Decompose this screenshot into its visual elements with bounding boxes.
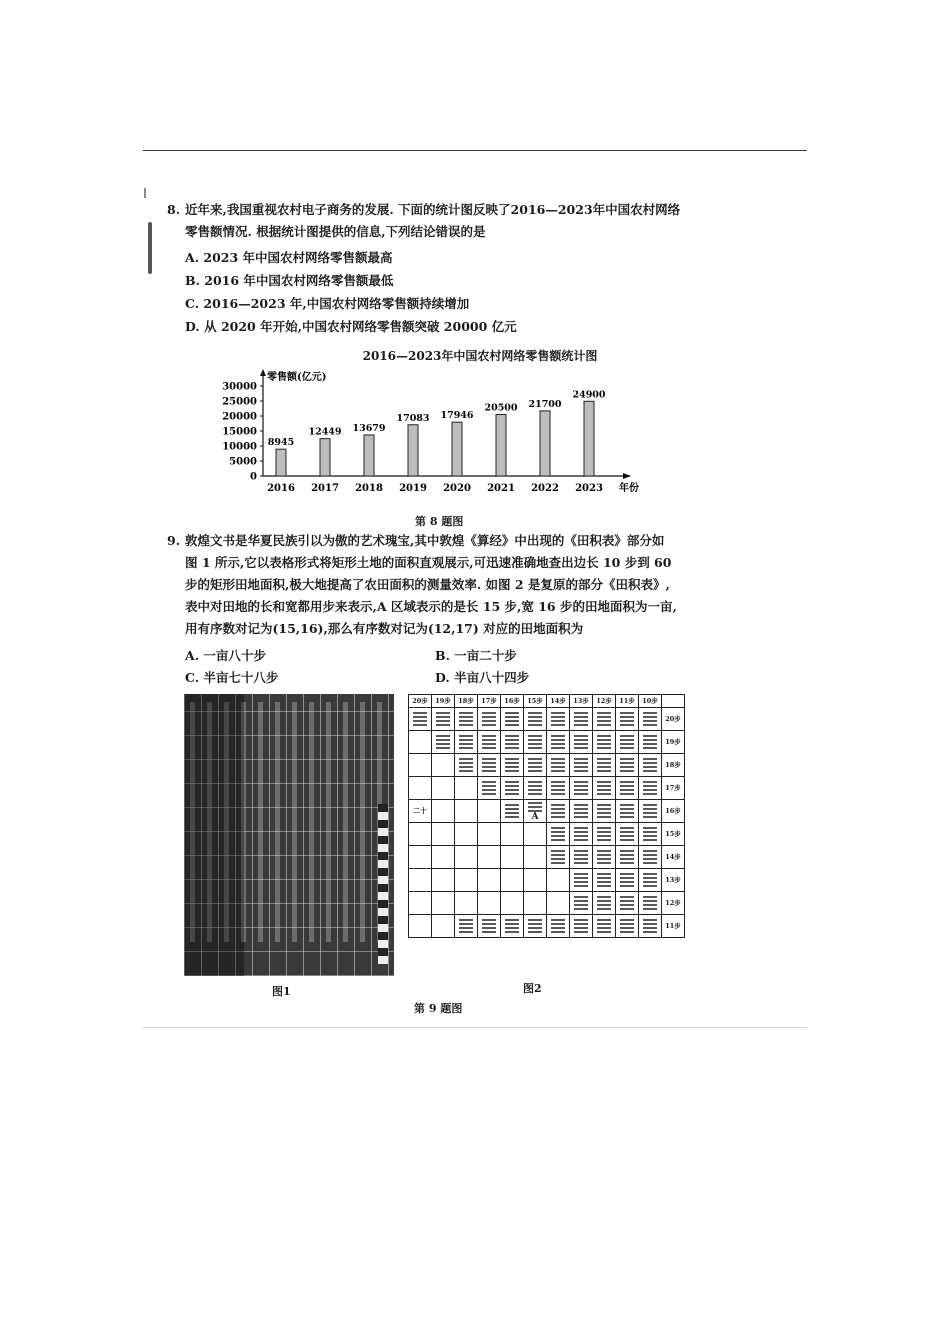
- cell-area-glyph: [597, 917, 611, 933]
- table-cell: [547, 754, 570, 777]
- cell-area-glyph: [482, 917, 496, 933]
- bar: [408, 425, 418, 476]
- question-number: 9.: [167, 533, 181, 548]
- data-label: 13679: [352, 422, 386, 434]
- bar: [452, 422, 462, 476]
- table-cell: [547, 823, 570, 846]
- table-cell: [616, 777, 639, 800]
- table-cell: [547, 869, 570, 892]
- cell-area-glyph: [643, 779, 657, 795]
- x-tick-label: 2019: [399, 483, 427, 494]
- cell-area-glyph: [643, 917, 657, 933]
- table-cell: [639, 800, 662, 823]
- cell-area-glyph: [551, 779, 565, 795]
- table-cell: [501, 708, 524, 731]
- question-8-stem: [167, 199, 727, 243]
- y-tick-label: 25000: [222, 396, 257, 408]
- cell-area-glyph: [459, 917, 473, 933]
- cell-area-glyph: [574, 779, 588, 795]
- cell-area-glyph: [643, 825, 657, 841]
- table-cell: [570, 777, 593, 800]
- table-cell: [409, 869, 432, 892]
- question-text: 用有序数对记为(15,16),那么有序数对记为(12,17) 对应的田地面积为: [185, 621, 584, 636]
- table-cell: [616, 846, 639, 869]
- cell-area-glyph: [597, 733, 611, 749]
- figure-9-caption: 第 9 题图: [414, 1002, 463, 1015]
- cell-area-glyph: [643, 871, 657, 887]
- cell-area-glyph: [574, 871, 588, 887]
- table-cell: [501, 800, 524, 823]
- table-cell: [524, 846, 547, 869]
- cell-area-glyph: [574, 710, 588, 726]
- table-cell: [570, 708, 593, 731]
- cell-area-glyph: [574, 825, 588, 841]
- cell-area-glyph: [482, 756, 496, 772]
- table-cell: [593, 915, 616, 938]
- row-header: 13步: [662, 869, 685, 892]
- table-cell: [478, 731, 501, 754]
- table-cell: [570, 892, 593, 915]
- option-b: B. 2016 年中国农村网络零售额最低: [185, 273, 394, 288]
- column-header: 19步: [432, 695, 455, 708]
- table-cell: [547, 915, 570, 938]
- table-cell: [616, 869, 639, 892]
- table-cell: [547, 800, 570, 823]
- cell-a-label: A: [531, 811, 539, 822]
- table-cell: [432, 708, 455, 731]
- x-tick-label: 2023: [575, 483, 603, 494]
- cell-area-glyph: [505, 756, 519, 772]
- table-cell: [616, 708, 639, 731]
- cell-area-glyph: [643, 894, 657, 910]
- cell-area-glyph: [620, 917, 634, 933]
- cell-area-glyph: [482, 733, 496, 749]
- table-cell: [409, 915, 432, 938]
- cell-area-glyph: [505, 802, 519, 818]
- question-9-stem: [167, 530, 727, 640]
- table-cell: [570, 869, 593, 892]
- cell-area-glyph: [574, 894, 588, 910]
- cell-area-glyph: [505, 779, 519, 795]
- column-header: 17步: [478, 695, 501, 708]
- x-axis-label: 年份: [619, 483, 639, 494]
- x-tick-label: 2016: [267, 483, 295, 494]
- column-header: 20步: [409, 695, 432, 708]
- cell-area-glyph: [436, 733, 450, 749]
- data-label: 12449: [308, 426, 342, 438]
- table-cell: [455, 800, 478, 823]
- row-header: 17步: [662, 777, 685, 800]
- table-cell: [432, 754, 455, 777]
- cell-area-glyph: [551, 917, 565, 933]
- table-cell: [593, 708, 616, 731]
- table-cell: [501, 915, 524, 938]
- row-header: 15步: [662, 823, 685, 846]
- table-cell: [409, 731, 432, 754]
- table-cell: [524, 708, 547, 731]
- table-cell: [455, 777, 478, 800]
- cell-area-glyph: [597, 825, 611, 841]
- y-tick-label: 5000: [229, 456, 257, 468]
- corner-cell: [662, 695, 685, 708]
- cell-area-glyph: [459, 756, 473, 772]
- question-text: 图 1 所示,它以表格形式将矩形土地的面积直观展示,可迅速准确地查出边长 10 步到 60: [185, 555, 672, 570]
- y-tick-label: 10000: [222, 441, 257, 453]
- table-cell: [409, 754, 432, 777]
- column-header: 11步: [616, 695, 639, 708]
- question-text: 近年来,我国重视农村电子商务的发展. 下面的统计图反映了2016—2023年中国农村网络: [185, 202, 681, 217]
- cell-area-glyph: [551, 733, 565, 749]
- table-cell: [524, 754, 547, 777]
- data-label: 24900: [572, 389, 606, 401]
- table-cell: [639, 869, 662, 892]
- cell-area-glyph: [528, 710, 542, 726]
- table-cell: [639, 915, 662, 938]
- table-cell: [478, 708, 501, 731]
- cell-area-glyph: [551, 802, 565, 818]
- column-header: 10步: [639, 695, 662, 708]
- row-header: 16步: [662, 800, 685, 823]
- table-cell: [501, 846, 524, 869]
- table-cell: [547, 777, 570, 800]
- y-tick-label: 20000: [222, 411, 257, 423]
- x-tick-label: 2021: [487, 483, 515, 494]
- table-cell: [570, 846, 593, 869]
- cell-area-glyph: [597, 779, 611, 795]
- bottom-rule: [143, 1027, 807, 1028]
- figure-1-caption: 图1: [272, 985, 291, 998]
- x-tick-label: 2018: [355, 483, 383, 494]
- cell-area-glyph: [528, 917, 542, 933]
- cell-area-glyph: [574, 848, 588, 864]
- chart-title: 2016—2023年中国农村网络零售额统计图: [362, 349, 598, 363]
- table-cell: [478, 823, 501, 846]
- table-cell: [409, 708, 432, 731]
- table-cell: [593, 846, 616, 869]
- data-label: 17946: [440, 410, 474, 422]
- row-header: 18步: [662, 754, 685, 777]
- row-header: 19步: [662, 731, 685, 754]
- bar: [540, 411, 550, 476]
- top-rule: [143, 150, 807, 151]
- data-label: 21700: [528, 398, 562, 410]
- cell-area-glyph: [459, 733, 473, 749]
- table-cell: [409, 800, 432, 823]
- cell-area-glyph: [643, 848, 657, 864]
- bar: [276, 449, 286, 476]
- cell-area-glyph: [551, 848, 565, 864]
- table-cell: [432, 915, 455, 938]
- table-cell: [570, 731, 593, 754]
- column-header: 15步: [524, 695, 547, 708]
- table-cell: [409, 777, 432, 800]
- cell-area-glyph: [551, 825, 565, 841]
- table-cell: [524, 915, 547, 938]
- question-text: 敦煌文书是华夏民族引以为傲的艺术瑰宝,其中敦煌《算经》中出现的《田积表》部分如: [185, 533, 665, 548]
- table-cell: [501, 731, 524, 754]
- row-header: 11步: [662, 915, 685, 938]
- cell-area-glyph: [643, 756, 657, 772]
- cell-area-glyph: [528, 756, 542, 772]
- table-cell: [455, 892, 478, 915]
- cell-area-glyph: [528, 779, 542, 795]
- scan-artifact: [144, 188, 146, 198]
- y-tick-label: 30000: [222, 381, 257, 393]
- table-cell: [639, 846, 662, 869]
- table-cell: [524, 892, 547, 915]
- cell-area-glyph: [574, 733, 588, 749]
- table-cell-a: [524, 800, 547, 823]
- table-cell: [593, 869, 616, 892]
- row-header: 20步: [662, 708, 685, 731]
- cell-area-glyph: [620, 779, 634, 795]
- cell-area-glyph: [551, 756, 565, 772]
- table-cell: [593, 823, 616, 846]
- table-cell: [639, 823, 662, 846]
- table-cell: [409, 892, 432, 915]
- figure-8-caption: 第 8 题图: [415, 515, 464, 528]
- table-cell: [432, 777, 455, 800]
- table-cell: [455, 823, 478, 846]
- table-cell: [570, 800, 593, 823]
- table-cell: [616, 892, 639, 915]
- data-label: 8945: [267, 437, 295, 449]
- option-d: D. 半亩八十四步: [435, 670, 530, 685]
- table-cell: [432, 846, 455, 869]
- table-cell: [455, 915, 478, 938]
- option-c: C. 2016—2023 年,中国农村网络零售额持续增加: [185, 296, 470, 311]
- cell-area-glyph: [505, 733, 519, 749]
- x-axis-arrow: [623, 473, 631, 479]
- table-cell: [455, 846, 478, 869]
- table-cell: [501, 823, 524, 846]
- table-cell: [616, 823, 639, 846]
- table-cell: [639, 777, 662, 800]
- question-text: 步的矩形田地面积,极大地提高了农田面积的测量效率. 如图 2 是复原的部分《田积表》,: [185, 577, 670, 592]
- cell-area-glyph: [643, 802, 657, 818]
- table-cell: [593, 731, 616, 754]
- scan-artifact: [148, 222, 152, 274]
- table-cell: [455, 731, 478, 754]
- figure-2-area-table: [408, 694, 685, 938]
- table-cell: [478, 754, 501, 777]
- table-cell: [570, 754, 593, 777]
- cell-area-glyph: [459, 710, 473, 726]
- table-cell: [547, 892, 570, 915]
- table-cell: [409, 823, 432, 846]
- cell-area-glyph: [597, 894, 611, 910]
- cell-area-glyph: [597, 871, 611, 887]
- question-text: 零售额情况. 根据统计图提供的信息,下列结论错误的是: [185, 224, 486, 239]
- table-cell: [524, 777, 547, 800]
- table-cell: [524, 869, 547, 892]
- table-cell: [432, 800, 455, 823]
- x-tick-label: 2022: [531, 483, 559, 494]
- row-header: 14步: [662, 846, 685, 869]
- table-cell: [478, 846, 501, 869]
- cell-area-glyph: [643, 733, 657, 749]
- table-cell: [478, 777, 501, 800]
- cell-area-glyph: [551, 710, 565, 726]
- table-cell: [570, 823, 593, 846]
- y-axis-arrow: [260, 369, 266, 376]
- figure-2-caption: 图2: [523, 982, 542, 995]
- cell-area-glyph: [597, 756, 611, 772]
- cell-area-glyph: [620, 825, 634, 841]
- cell-area-glyph: [597, 710, 611, 726]
- cell-area-glyph: [620, 710, 634, 726]
- table-cell: [616, 731, 639, 754]
- row-header: 12步: [662, 892, 685, 915]
- table-cell: [593, 754, 616, 777]
- cell-area-glyph: [528, 733, 542, 749]
- cell-area-glyph: [413, 710, 427, 726]
- x-tick-label: 2020: [443, 483, 471, 494]
- table-cell: [432, 869, 455, 892]
- bar-chart: [215, 362, 655, 497]
- table-cell: [639, 708, 662, 731]
- cell-area-glyph: [597, 802, 611, 818]
- cell-area-glyph: [574, 802, 588, 818]
- table-cell: [593, 800, 616, 823]
- x-tick-label: 2017: [311, 483, 339, 494]
- option-d: D. 从 2020 年开始,中国农村网络零售额突破 20000 亿元: [185, 319, 517, 334]
- cell-area-glyph: [620, 848, 634, 864]
- bar: [584, 401, 594, 476]
- table-cell: [547, 708, 570, 731]
- table-cell: [432, 731, 455, 754]
- option-c: C. 半亩七十八步: [185, 670, 279, 685]
- table-cell: [478, 869, 501, 892]
- y-axis-label: 零售额(亿元): [267, 372, 327, 383]
- table-cell: [455, 869, 478, 892]
- cell-area-glyph: [574, 917, 588, 933]
- table-cell: [639, 754, 662, 777]
- table-cell: [616, 754, 639, 777]
- column-header: 18步: [455, 695, 478, 708]
- cell-area-glyph: [620, 733, 634, 749]
- bar: [320, 439, 330, 476]
- table-cell: [455, 754, 478, 777]
- option-b: B. 一亩二十步: [435, 648, 517, 663]
- left-mark: 二十: [413, 806, 427, 815]
- table-cell: [478, 915, 501, 938]
- scale-ruler: [378, 804, 388, 964]
- bar: [496, 415, 506, 477]
- cell-area-glyph: [643, 710, 657, 726]
- table-cell: [593, 777, 616, 800]
- question-text: 表中对田地的长和宽都用步来表示,A 区域表示的是长 15 步,宽 16 步的田地面积为一亩,: [185, 599, 677, 614]
- bar: [364, 435, 374, 476]
- table-cell: [455, 708, 478, 731]
- table-cell: [409, 846, 432, 869]
- table-cell: [501, 892, 524, 915]
- cell-area-glyph: [597, 848, 611, 864]
- cell-area-glyph: [505, 710, 519, 726]
- table-cell: [432, 823, 455, 846]
- table-cell: [616, 800, 639, 823]
- table-cell: [593, 892, 616, 915]
- cell-area-glyph: [620, 871, 634, 887]
- y-tick-label: 0: [250, 471, 257, 483]
- table-cell: [639, 892, 662, 915]
- cell-area-glyph: [505, 917, 519, 933]
- cell-area-glyph: [482, 779, 496, 795]
- table-cell: [616, 915, 639, 938]
- cell-area-glyph: [620, 894, 634, 910]
- table-cell: [570, 915, 593, 938]
- figure-1-manuscript-image: [184, 694, 394, 976]
- table-cell: [432, 892, 455, 915]
- table-cell: [524, 731, 547, 754]
- y-tick-label: 15000: [222, 426, 257, 438]
- data-label: 17083: [396, 412, 430, 424]
- column-header: 13步: [570, 695, 593, 708]
- table-cell: [501, 869, 524, 892]
- option-a: A. 一亩八十步: [185, 648, 266, 663]
- cell-area-glyph: [436, 710, 450, 726]
- question-number: 8.: [167, 202, 181, 217]
- option-a: A. 2023 年中国农村网络零售额最高: [185, 250, 393, 265]
- column-header: 12步: [593, 695, 616, 708]
- table-cell: [524, 823, 547, 846]
- table-cell: [547, 731, 570, 754]
- table-cell: [501, 777, 524, 800]
- table-cell: [547, 846, 570, 869]
- table-cell: [639, 731, 662, 754]
- column-header: 14步: [547, 695, 570, 708]
- data-label: 20500: [484, 402, 518, 414]
- table-cell: [478, 892, 501, 915]
- cell-area-glyph: [574, 756, 588, 772]
- column-header: 16步: [501, 695, 524, 708]
- cell-area-glyph: [482, 710, 496, 726]
- cell-area-glyph: [620, 802, 634, 818]
- table-cell: [478, 800, 501, 823]
- cell-area-glyph: [620, 756, 634, 772]
- table-cell: [501, 754, 524, 777]
